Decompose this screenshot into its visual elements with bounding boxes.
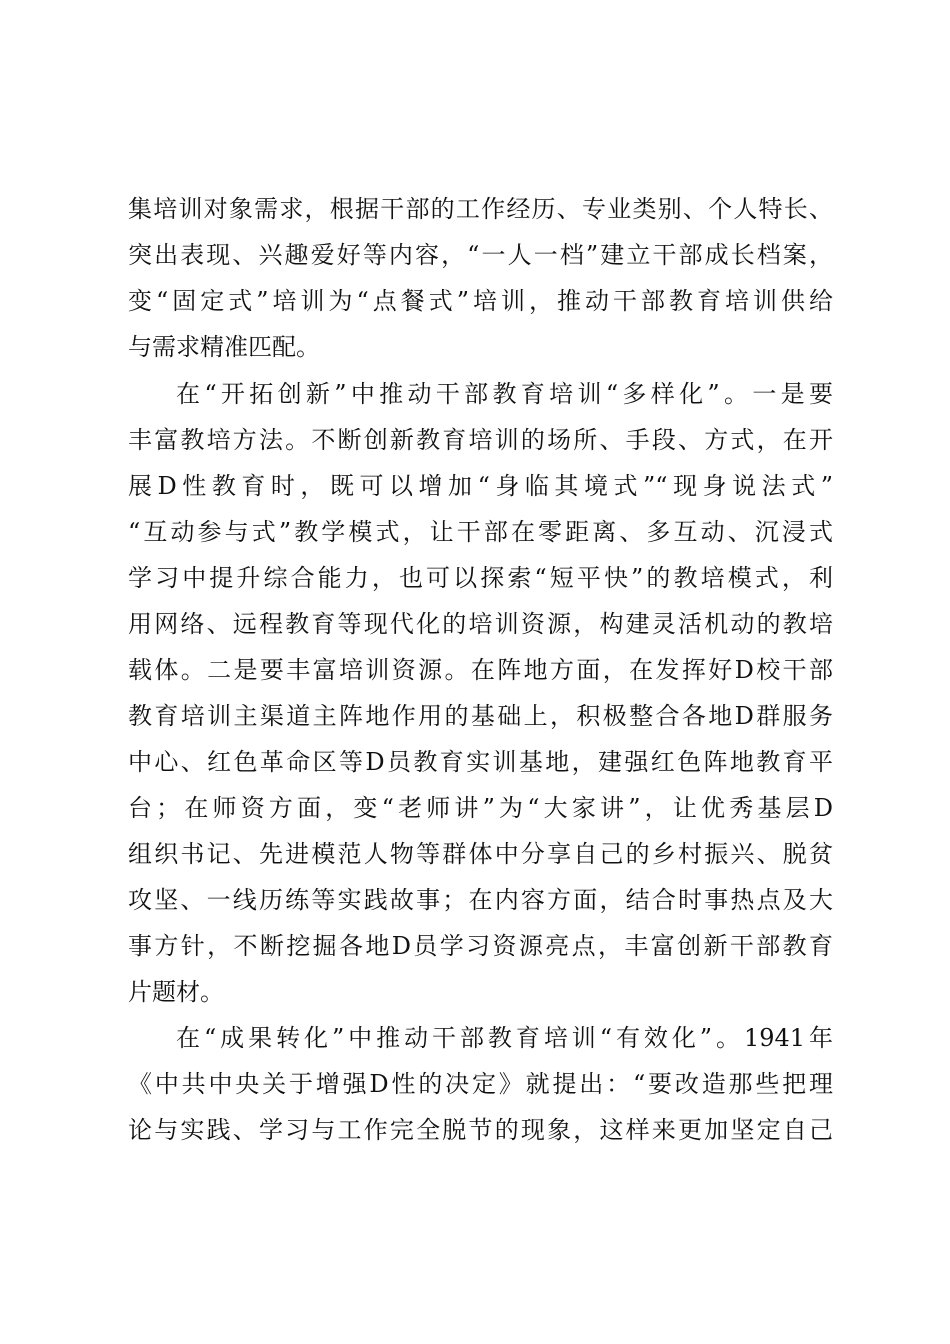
text-line: 展D性教育时，既可以增加“身临其境式”“现身说法式” — [128, 472, 833, 500]
text-line: 事方针，不断挖掘各地D员学习资源亮点，丰富创新干部教育 — [128, 932, 833, 960]
text-line: 攻坚、一线历练等实践故事；在内容方面，结合时事热点及大 — [128, 886, 833, 914]
text-line: 丰富教培方法。不断创新教育培训的场所、手段、方式，在开 — [128, 426, 833, 454]
text-line: 与需求精准匹配。 — [128, 333, 320, 361]
text-line: 片题材。 — [128, 978, 224, 1006]
text-line: 《中共中央关于增强D性的决定》就提出：“要改造那些把理 — [128, 1070, 833, 1098]
text-line: 论与实践、学习与工作完全脱节的现象，这样来更加坚定自己 — [128, 1116, 833, 1144]
text-line: 载体。二是要丰富培训资源。在阵地方面，在发挥好D校干部 — [128, 656, 833, 684]
text-line: 用网络、远程教育等现代化的培训资源，构建灵活机动的教培 — [128, 610, 833, 638]
text-line: 在“成果转化”中推动干部教育培训“有效化”。1941年 — [176, 1024, 833, 1052]
text-line: “互动参与式”教学模式，让干部在零距离、多互动、沉浸式 — [128, 518, 833, 546]
text-line: 中心、红色革命区等D员教育实训基地，建强红色阵地教育平 — [128, 748, 833, 776]
text-line: 教育培训主渠道主阵地作用的基础上，积极整合各地D群服务 — [128, 702, 833, 730]
text-line: 集培训对象需求，根据干部的工作经历、专业类别、个人特长、 — [128, 195, 833, 223]
text-line: 突出表现、兴趣爱好等内容，“一人一档”建立干部成长档案， — [128, 241, 833, 269]
text-line: 学习中提升综合能力，也可以探索“短平快”的教培模式，利 — [128, 564, 833, 592]
text-line: 组织书记、先进模范人物等群体中分享自己的乡村振兴、脱贫 — [128, 840, 833, 868]
text-line: 台；在师资方面，变“老师讲”为“大家讲”，让优秀基层D — [128, 794, 833, 822]
text-line: 变“固定式”培训为“点餐式”培训，推动干部教育培训供给 — [128, 287, 833, 315]
text-line: 在“开拓创新”中推动干部教育培训“多样化”。一是要 — [176, 380, 833, 408]
